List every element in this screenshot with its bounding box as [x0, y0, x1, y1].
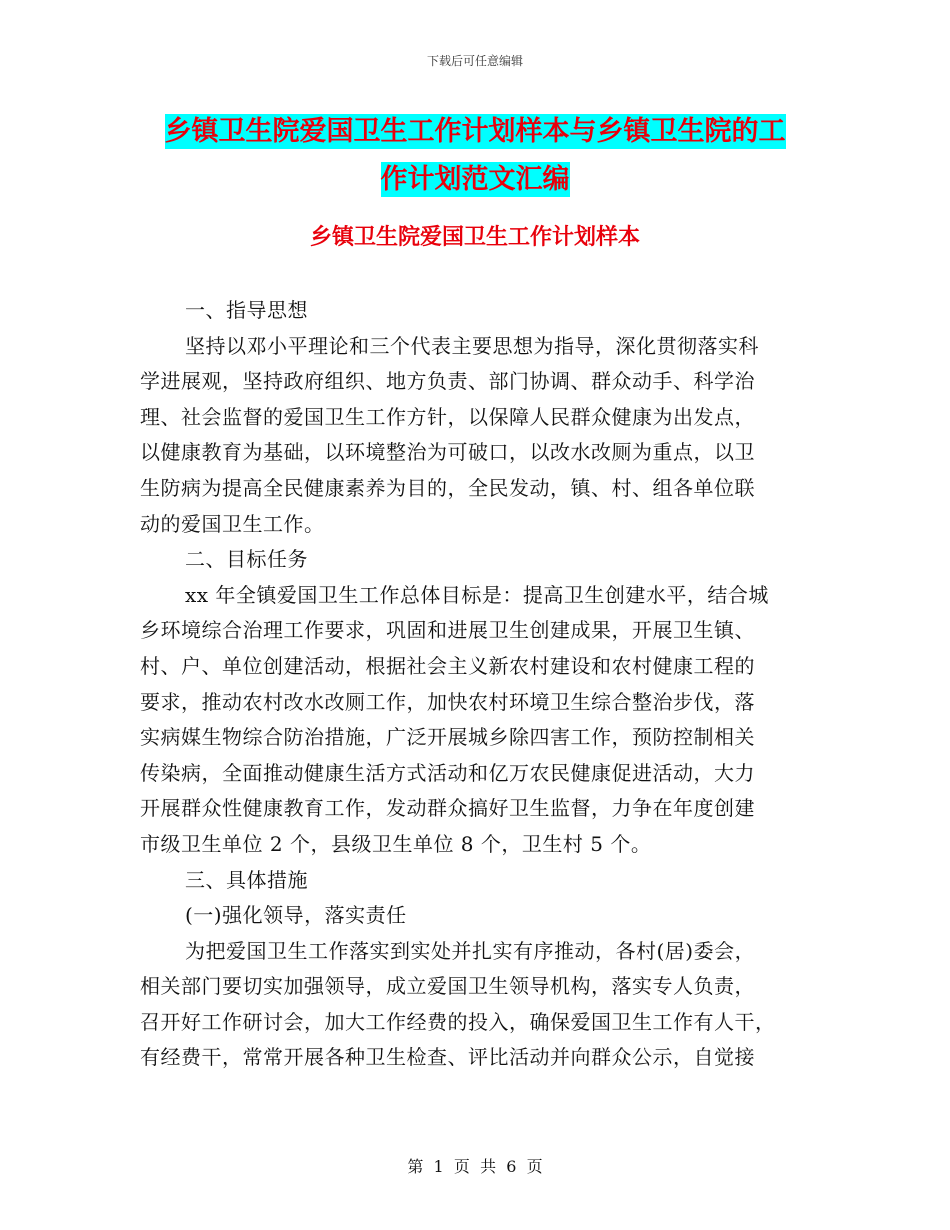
heading-specific-measures: 三、具体措施	[185, 867, 308, 892]
page-footer: 第 1 页 共 6 页	[407, 1157, 543, 1176]
paragraph-line: 市级卫生单位 2 个，县级卫生单位 8 个，卫生村 5 个。	[140, 831, 652, 856]
paragraph-line: 召开好工作研讨会，加大工作经费的投入，确保爱国卫生工作有人干，	[140, 1009, 776, 1034]
document-title	[0, 108, 950, 204]
document-body	[140, 293, 800, 1076]
title-line-2: 作计划范文汇编	[380, 164, 570, 195]
section-title: 乡镇卫生院爱国卫生工作计划样本	[309, 225, 640, 250]
heading-target-tasks: 二、目标任务	[185, 547, 308, 572]
paragraph-line: 以健康教育为基础，以环境整治为可破口，以改水改厕为重点，以卫	[140, 440, 755, 465]
paragraph-line: xx 年全镇爱国卫生工作总体目标是：提高卫生创建水平，结合城	[185, 582, 769, 607]
paragraph-line: 理、社会监督的爱国卫生工作方针，以保障人民群众健康为出发点，	[140, 404, 755, 429]
paragraph-line: 要求，推动农村改水改厕工作，加快农村环境卫生综合整治步伐，落	[140, 689, 755, 714]
paragraph-line: 传染病，全面推动健康生活方式活动和亿万农民健康促进活动，大力	[140, 760, 755, 785]
paragraph-line: 生防病为提高全民健康素养为目的，全民发动，镇、村、组各单位联	[140, 475, 755, 500]
heading-guiding-ideology: 一、指导思想	[185, 298, 308, 322]
paragraph-line: 动的爱国卫生工作。	[140, 511, 325, 536]
paragraph-line: 为把爱国卫生工作落实到实处并扎实有序推动，各村(居)委会，	[185, 938, 756, 963]
paragraph-line: 乡环境综合治理工作要求，巩固和进展卫生创建成果，开展卫生镇、	[140, 618, 755, 643]
paragraph-line: 学进展观，坚持政府组织、地方负责、部门协调、群众动手、科学治	[140, 369, 755, 394]
paragraph-line: 实病媒生物综合防治措施，广泛开展城乡除四害工作，预防控制相关	[140, 725, 755, 750]
header-note: 下载后可任意编辑	[426, 54, 523, 68]
paragraph-line: 开展群众性健康教育工作，发动群众搞好卫生监督，力争在年度创建	[140, 796, 755, 821]
paragraph-line: 村、户、单位创建活动，根据社会主义新农村建设和农村健康工程的	[140, 653, 755, 678]
title-line-1: 乡镇卫生院爱国卫生工作计划样本与乡镇卫生院的工	[164, 116, 786, 147]
paragraph-line: 有经费干，常常开展各种卫生检查、评比活动并向群众公示，自觉接	[140, 1045, 755, 1070]
paragraph-line: 坚持以邓小平理论和三个代表主要思想为指导，深化贯彻落实科	[185, 333, 759, 358]
subheading-strengthen-leadership: (一)强化领导，落实责任	[185, 903, 407, 928]
paragraph-line: 相关部门要切实加强领导，成立爱国卫生领导机构，落实专人负责，	[140, 974, 755, 999]
